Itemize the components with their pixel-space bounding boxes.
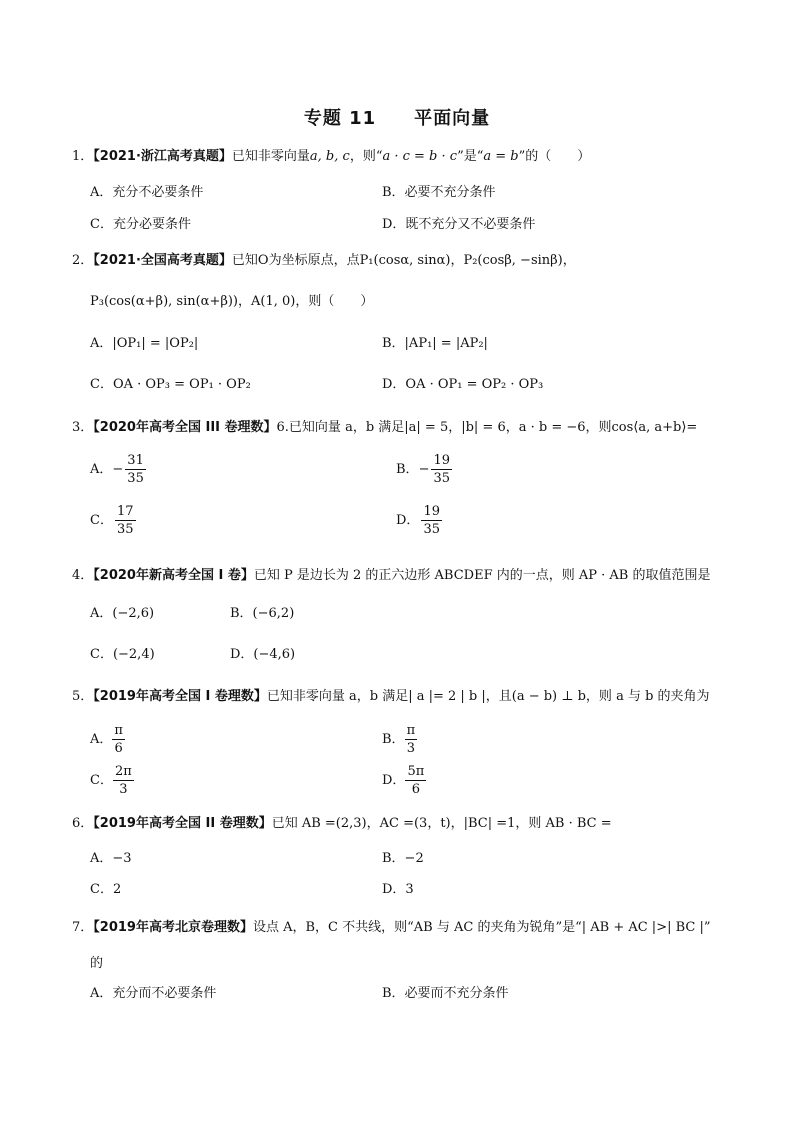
q1-option-a: A．充分不必要条件 — [90, 185, 204, 200]
title-main: 平面向量 — [414, 108, 491, 129]
source-tag: 【2021·全国高考真题】 — [93, 253, 232, 268]
q4-option-b: B．(−6,2) — [230, 606, 295, 621]
question-1: 1．【2021·浙江高考真题】已知非零向量a, b, c，则“a · c = b · c”是“a = b”的（ ） — [72, 149, 591, 164]
question-5: 5．【2019年高考全国 I 卷理数】已知非零向量 a，b 满足| a |= 2 | b |，且(a − b) ⊥ b，则 a 与 b 的夹角为 — [72, 689, 710, 704]
source-tag: 【2021·浙江高考真题】 — [93, 149, 232, 164]
q5-option-b: B． $\frac{\pi}{3}$ — [382, 723, 416, 756]
question-2-line-2: P₃(cos(α+β), sin(α+β))，A(1, 0)，则（ ） — [90, 294, 374, 309]
q2-option-c: C．OA · OP₃ = OP₁ · OP₂ — [90, 377, 251, 392]
q3-option-b: B．− $\frac{19}{35}$ — [396, 453, 451, 486]
fraction: $\frac{\pi}{6}$ — [114, 723, 123, 756]
q6-option-c: C．2 — [90, 882, 122, 897]
question-2: 2．【2021·全国高考真题】已知O为坐标原点，点P₁(cosα, sinα)，P₂(cosβ, −sinβ)， — [72, 253, 576, 268]
q6-option-b: B．−2 — [382, 851, 424, 866]
q2-option-b: B．|AP₁| = |AP₂| — [382, 336, 488, 351]
fraction: $\frac{31}{35}$ — [127, 453, 144, 486]
question-6: 6．【2019年高考全国 II 卷理数】已知 AB =(2,3)，AC =(3，t)，|BC| =1，则 AB · BC = — [72, 816, 612, 831]
source-tag: 【2020年新高考全国 I 卷】 — [93, 568, 254, 583]
source-tag: 【2020年高考全国 III 卷理数】 — [93, 420, 277, 435]
fraction: $\frac{19}{35}$ — [433, 453, 451, 486]
q5-option-d: D． $\frac{5\pi}{6}$ — [382, 764, 425, 797]
q4-option-c: C．(−2,4) — [90, 647, 155, 662]
q7-option-b: B．必要而不充分条件 — [382, 986, 509, 1001]
question-7-cont: 的 — [90, 956, 104, 971]
fraction: $\frac{5\pi}{6}$ — [407, 764, 425, 797]
q5-option-c: C． $\frac{2\pi}{3}$ — [90, 764, 132, 797]
q3-option-c: C． $\frac{17}{35}$ — [90, 504, 134, 537]
q2-option-a: A．|OP₁| = |OP₂| — [90, 336, 199, 351]
q2-option-d: D．OA · OP₁ = OP₂ · OP₃ — [382, 377, 544, 392]
q4-option-a: A．(−2,6) — [90, 606, 155, 621]
source-tag: 【2019年高考全国 I 卷理数】 — [93, 689, 267, 704]
fraction: $\frac{19}{35}$ — [423, 504, 440, 537]
q6-option-a: A．−3 — [90, 851, 132, 866]
q1-option-c: C．充分必要条件 — [90, 217, 191, 232]
q5-option-a: A． $\frac{\pi}{6}$ — [90, 723, 123, 756]
source-tag: 【2019年高考全国 II 卷理数】 — [93, 816, 272, 831]
page-title — [0, 104, 794, 130]
question-4: 4．【2020年新高考全国 I 卷】已知 P 是边长为 2 的正六边形 ABCDEF 内的一点，则 AP · AB 的取值范围是 — [72, 568, 711, 583]
fraction: $\frac{\pi}{3}$ — [406, 723, 416, 756]
q1-option-b: B．必要不充分条件 — [382, 185, 496, 200]
q7-option-a: A．充分而不必要条件 — [90, 986, 217, 1001]
q1-option-d: D．既不充分又不必要条件 — [382, 217, 536, 232]
q3-option-a: A．− $\frac{31}{35}$ — [90, 453, 144, 486]
title-prefix: 专题 11 — [303, 108, 377, 129]
question-3: 3．【2020年高考全国 III 卷理数】6.已知向量 a，b 满足|a| = 5，|b| = 6，a · b = −6，则cos⟨a, a+b⟩= — [72, 420, 698, 435]
q4-option-d: D．(−4,6) — [230, 647, 296, 662]
fraction: $\frac{2\pi}{3}$ — [114, 764, 132, 797]
q6-option-d: D．3 — [382, 882, 414, 897]
source-tag: 【2019年高考北京卷理数】 — [93, 920, 253, 935]
fraction: $\frac{17}{35}$ — [116, 504, 134, 537]
question-7: 7．【2019年高考北京卷理数】设点 A，B，C 不共线，则“AB 与 AC 的夹角为锐角”是“| AB + AC |>| BC |” — [72, 920, 711, 935]
q3-option-d: D． $\frac{19}{35}$ — [396, 504, 440, 537]
